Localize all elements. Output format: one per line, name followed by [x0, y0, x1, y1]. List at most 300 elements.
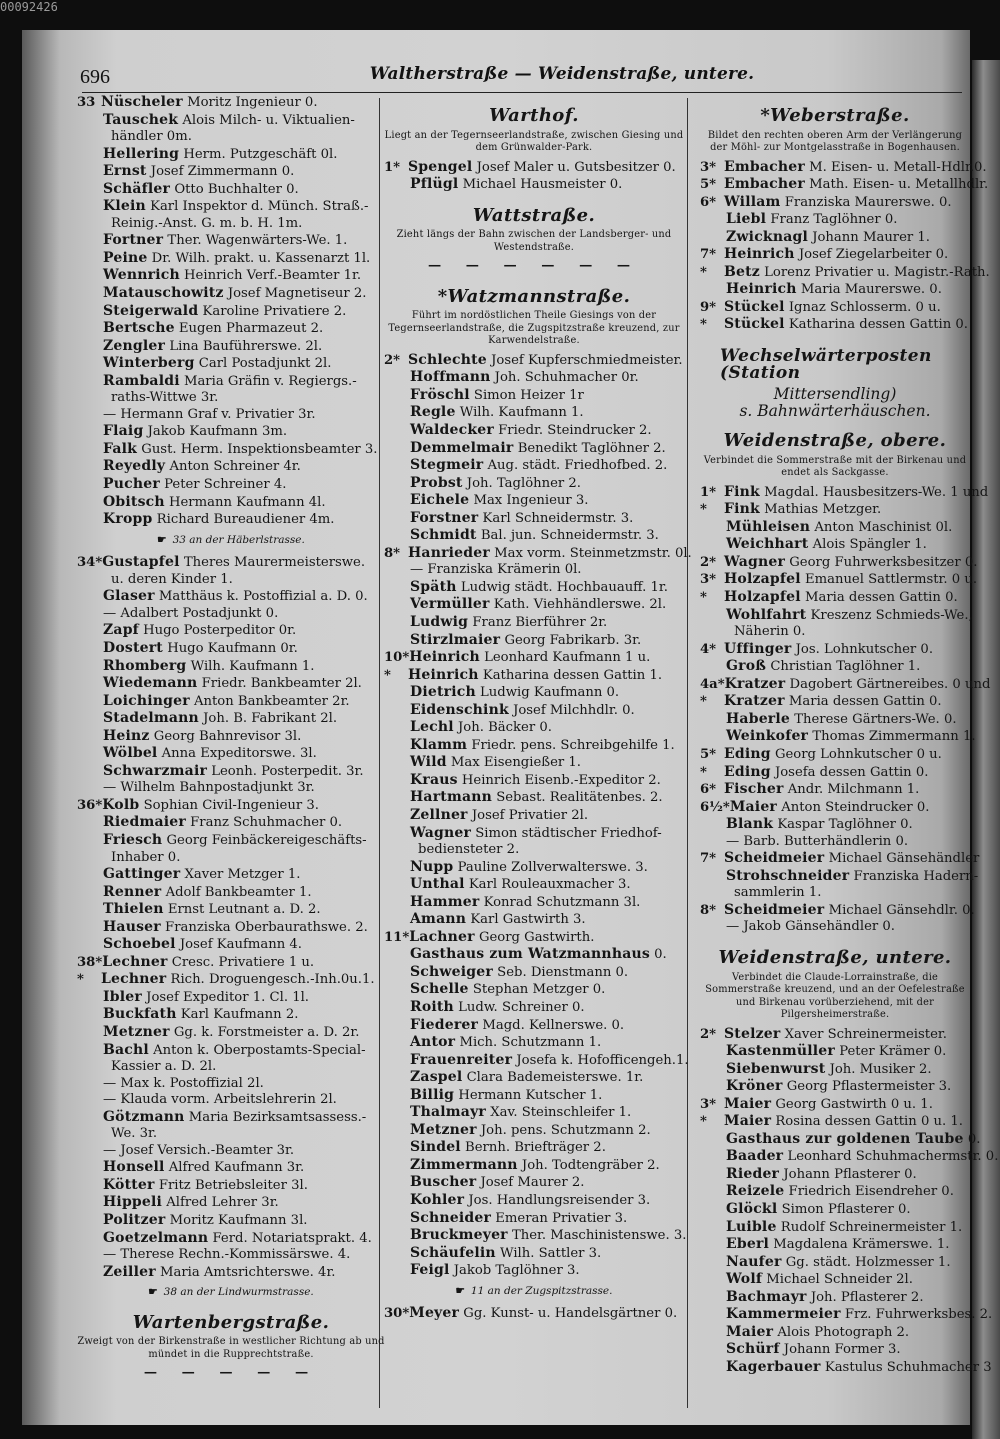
- resident-surname: Fortner: [103, 232, 164, 249]
- resident-surname: Hellering: [103, 145, 180, 162]
- directory-entry: [700, 501, 970, 519]
- resident-details: Moritz Ingenieur 0.: [187, 95, 318, 110]
- resident-details: Carl Postadjunkt 2l.: [198, 356, 332, 372]
- directory-entry: [77, 146, 385, 164]
- directory-entry: [384, 404, 684, 422]
- resident-surname: Lechner: [102, 953, 168, 970]
- directory-entry: [700, 728, 976, 746]
- resident-surname: Kötter: [103, 1176, 155, 1193]
- resident-surname: Maier: [724, 1095, 772, 1112]
- column-rule: [687, 98, 688, 1408]
- resident-surname: Zeiller: [103, 1263, 156, 1280]
- directory-entry: [700, 1254, 970, 1272]
- resident-details: Rich. Droguengesch.-Inh.0u.1.: [170, 972, 375, 988]
- no-residents-dashes: — — — — —: [143, 1365, 319, 1381]
- house-number: 30*: [384, 1306, 410, 1322]
- directory-entry: [77, 640, 385, 658]
- resident-details: Georg Lohnkutscher 0 u.: [774, 746, 942, 762]
- resident-details: Joh. Taglöhner 2.: [466, 475, 582, 491]
- resident-surname: Pucher: [103, 476, 160, 493]
- directory-entry: [700, 867, 979, 886]
- resident-surname: Pflügl: [410, 176, 459, 193]
- directory-entry: [700, 1130, 981, 1149]
- resident-surname: Groß: [726, 658, 767, 675]
- resident-surname: Heinrich: [408, 666, 479, 683]
- directory-entry: [77, 1143, 385, 1160]
- directory-entry: [77, 407, 385, 424]
- resident-details: Clara Bademeisterswe. 1r.: [466, 1070, 644, 1086]
- directory-entry: [77, 1042, 385, 1060]
- directory-entry: [384, 719, 684, 737]
- resident-details: Pauline Zollverwalterswe. 3.: [457, 859, 648, 875]
- resident-surname: Hauser: [103, 918, 161, 935]
- resident-details: Josefa dessen Gattin 0.: [774, 764, 929, 780]
- directory-entry: [700, 781, 970, 799]
- resident-details: Joh. pens. Schutzmann 2.: [480, 1122, 651, 1138]
- resident-details: — Franziska Krämerin 0l.: [410, 562, 582, 578]
- resident-surname: Frauenreiter: [410, 1051, 513, 1068]
- resident-details: Franziska Oberbaurathswe. 2.: [165, 919, 368, 935]
- directory-entry: [77, 267, 385, 285]
- resident-details: Ther. Maschinistenswe. 3.: [511, 1228, 687, 1244]
- directory-entry: [77, 441, 385, 459]
- resident-surname: Metzner: [410, 1121, 477, 1138]
- directory-entry: [77, 112, 385, 130]
- directory-entry: [384, 754, 684, 772]
- resident-details: 0.: [654, 947, 667, 963]
- resident-details: Hugo Kaufmann 0r.: [167, 640, 298, 656]
- cross-reference: [384, 1283, 684, 1300]
- entry-continuation: u. deren Kinder 1.: [111, 571, 233, 587]
- resident-surname: Fiederer: [410, 1016, 479, 1033]
- resident-details: Katharina dessen Gattin 1.: [482, 667, 663, 683]
- directory-entry: [77, 373, 385, 391]
- resident-details: Leonh. Posterpedit. 3r.: [211, 763, 364, 779]
- directory-entry: [384, 159, 684, 177]
- resident-details: Jakob Taglöhner 3.: [453, 1263, 580, 1279]
- resident-details: Maria Maurerswe. 0.: [800, 282, 942, 298]
- resident-surname: Willam: [724, 193, 781, 210]
- directory-entry: [700, 553, 978, 572]
- resident-details: Max vorm. Steinmetzmstr. 0l.: [494, 545, 692, 561]
- resident-details: Xaver Metzger 1.: [184, 867, 301, 883]
- resident-details: Sebast. Realitätenbes. 2.: [496, 790, 663, 806]
- resident-surname: Schelle: [410, 981, 469, 998]
- resident-details: Michael Gänsehändler: [828, 851, 980, 867]
- street-description: Führt im nordöstlichen Theile Giesings von der Tegernseerlandstraße, die Zugspitzstraße kreuzend, zur Karwendelstraße.: [388, 310, 680, 347]
- directory-entry: [700, 281, 970, 299]
- resident-surname: Heinrich: [726, 281, 797, 298]
- resident-details: Michael Gänsehdlr. 0.: [828, 902, 975, 918]
- street-description: Zieht längs der Bahn zwischen der Landsberger- und Westendstraße.: [396, 229, 672, 253]
- running-head: Waltherstraße — Weidenstraße, untere.: [369, 64, 755, 84]
- resident-surname: Schneider: [410, 1209, 492, 1226]
- resident-details: Josef Maler u. Gutsbesitzer 0.: [476, 159, 676, 175]
- street-description: Verbindet die Sommerstraße mit der Birkenau und endet als Sackgasse.: [703, 454, 967, 479]
- directory-entry: [77, 866, 385, 884]
- directory-entry: [384, 614, 684, 632]
- house-number: 3*: [700, 159, 717, 175]
- directory-entry: [77, 198, 385, 216]
- resident-details: Maria dessen Gattin 0.: [804, 590, 958, 606]
- directory-entry: [77, 320, 385, 338]
- directory-entry: [77, 494, 385, 512]
- resident-details: Gg. Kunst- u. Handelsgärtner 0.: [463, 1306, 678, 1322]
- directory-entry: [384, 1139, 684, 1157]
- directory-entry: [700, 246, 970, 264]
- resident-surname: Tauschek: [103, 111, 179, 128]
- directory-entry: [384, 1017, 684, 1035]
- directory-entry: [700, 1324, 970, 1342]
- resident-details: Josef Ziegelarbeiter 0.: [798, 247, 949, 263]
- directory-entry: [384, 929, 684, 947]
- resident-surname: Kastenmüller: [726, 1043, 835, 1060]
- resident-details: Karl Rouleauxmacher 3.: [468, 877, 631, 893]
- directory-entry: [700, 1078, 970, 1096]
- resident-details: Max Eisengießer 1.: [450, 755, 581, 771]
- resident-surname: Hoffmann: [410, 369, 491, 386]
- directory-entry: [700, 299, 970, 317]
- directory-entry: [384, 737, 684, 755]
- directory-entry: [700, 1113, 970, 1131]
- directory-entry: [700, 1183, 970, 1201]
- resident-surname: Nupp: [410, 858, 454, 875]
- directory-entry: [77, 814, 385, 832]
- resident-surname: Späth: [410, 578, 457, 595]
- resident-surname: Flaig: [103, 423, 144, 440]
- resident-details: Johann Maurer 1.: [812, 229, 930, 245]
- street-heading: Wartenbergstraße.: [132, 1311, 330, 1333]
- resident-details: Dr. Wilh. prakt. u. Kassenarzt 1l.: [151, 250, 371, 266]
- resident-details: Wilh. Kaufmann 1.: [459, 405, 584, 421]
- resident-details: Karl Inspektor d. Münch. Straß.-: [150, 199, 369, 215]
- street-heading: Wattstraße.: [472, 204, 596, 226]
- resident-details: Adolf Bankbeamter 1.: [165, 884, 312, 900]
- entry-continuation: händler 0m.: [111, 129, 192, 145]
- resident-details: Magd. Kellnerswe. 0.: [482, 1017, 625, 1033]
- directory-entry: [384, 1051, 689, 1070]
- resident-details: — Barb. Butterhändlerin 0.: [726, 833, 909, 849]
- street-heading: Weidenstraße, obere.: [723, 430, 947, 452]
- resident-surname: Fink: [724, 483, 760, 500]
- directory-entry: [77, 1159, 385, 1177]
- resident-surname: Bertsche: [103, 320, 175, 337]
- directory-entry: [700, 589, 970, 607]
- resident-details: Frz. Fuhrwerksbes. 2.: [844, 1307, 993, 1323]
- resident-surname: Friesch: [103, 831, 163, 848]
- directory-entry: [700, 606, 973, 625]
- directory-entry: [77, 588, 385, 606]
- directory-entry: [77, 1247, 385, 1264]
- house-number: 10*: [384, 650, 410, 666]
- directory-entry: [700, 571, 978, 589]
- resident-details: Katharina dessen Gattin 0.: [788, 317, 969, 333]
- resident-surname: Lachner: [409, 928, 475, 945]
- resident-surname: Heinrich: [724, 246, 795, 263]
- resident-details: Maria Gräfin v. Regiergs.-: [183, 373, 357, 389]
- cross-reference: [77, 1284, 385, 1301]
- resident-surname: Schwarzmair: [103, 762, 208, 779]
- resident-details: Lorenz Privatier u. Magistr.-Rath.: [764, 264, 990, 280]
- resident-details: Simon Pflasterer 0.: [781, 1201, 911, 1217]
- resident-surname: Hammer: [410, 893, 480, 910]
- resident-details: Alfred Lehrer 3r.: [166, 1195, 279, 1211]
- resident-surname: Winterberg: [103, 355, 195, 372]
- directory-entry: [384, 964, 684, 982]
- resident-details: Karl Schneidermstr. 3.: [482, 510, 634, 526]
- resident-surname: Embacher: [724, 158, 805, 175]
- resident-surname: Mühleisen: [726, 518, 811, 535]
- resident-surname: Bachl: [103, 1041, 149, 1058]
- resident-details: Jos. Handlungsreisender 3.: [468, 1193, 651, 1209]
- house-number: 7*: [700, 851, 717, 867]
- resident-details: Anton Schreiner 4r.: [169, 459, 301, 475]
- resident-details: Friedr. Bankbeamter 2l.: [201, 676, 362, 692]
- directory-entry: [77, 511, 385, 529]
- directory-entry: [700, 483, 989, 502]
- resident-surname: Stückel: [724, 316, 785, 333]
- resident-details: Max Ingenieur 3.: [473, 493, 589, 509]
- directory-entry: [700, 693, 970, 711]
- resident-surname: Stegmeir: [410, 457, 484, 474]
- resident-details: Georg Gastwirth.: [478, 929, 595, 945]
- resident-details: Michael Hausmeister 0.: [462, 177, 623, 193]
- column-2: [384, 94, 692, 1323]
- directory-entry: [700, 901, 975, 920]
- directory-entry: [700, 834, 970, 851]
- resident-surname: Hartmann: [410, 789, 492, 806]
- directory-entry: [700, 158, 987, 177]
- resident-details: Herm. Putzgeschäft 0l.: [183, 146, 338, 162]
- resident-surname: Glaser: [103, 588, 155, 605]
- resident-surname: Probst: [410, 474, 463, 491]
- resident-details: Wilh. Sattler 3.: [500, 1245, 602, 1261]
- resident-surname: Steigerwald: [103, 302, 199, 319]
- directory-entry: [77, 989, 385, 1007]
- directory-entry: [77, 1194, 385, 1212]
- resident-details: Moritz Kaufmann 3l.: [169, 1213, 308, 1228]
- resident-details: Alfred Kaufmann 3r.: [168, 1160, 305, 1176]
- directory-entry: [700, 1043, 970, 1061]
- resident-surname: Holzapfel: [724, 571, 801, 588]
- house-number: 6*: [700, 194, 717, 210]
- resident-details: Ignaz Schlosserm. 0 u.: [788, 299, 941, 315]
- resident-details: Josefa k. Hofofficengeh.1.: [516, 1052, 689, 1068]
- resident-surname: Gasthaus zum Watzmannhaus: [410, 946, 650, 963]
- no-residents-dashes: — — — — — —: [427, 258, 641, 274]
- street-heading: Weidenstraße, untere.: [718, 946, 952, 968]
- resident-details: Josef Zimmermann 0.: [150, 164, 295, 180]
- resident-details: Dagobert Gärtnereibes. 0 und: [789, 676, 991, 692]
- resident-surname: Stadelmann: [103, 710, 199, 727]
- directory-entry: [77, 901, 385, 919]
- resident-surname: Weichhart: [726, 536, 809, 553]
- directory-entry: [77, 728, 385, 746]
- house-number: *: [384, 667, 391, 683]
- directory-entry: [384, 859, 684, 877]
- resident-details: Christian Taglöhner 1.: [770, 659, 921, 675]
- directory-entry: [384, 1305, 684, 1323]
- resident-surname: Demmelmair: [410, 439, 514, 456]
- resident-details: Georg Feinbäckereigeschäfts-: [166, 832, 367, 848]
- resident-details: Thomas Zimmermann 1.: [812, 729, 976, 745]
- house-number: *: [700, 1114, 707, 1130]
- resident-surname: Kohler: [410, 1192, 465, 1209]
- directory-entry: [77, 1092, 385, 1109]
- resident-details: Andr. Milchmann 1.: [787, 782, 920, 798]
- house-number: 11*: [384, 929, 410, 945]
- house-number: 9*: [700, 299, 717, 315]
- resident-details: Hermann Kaufmann 4l.: [168, 494, 326, 510]
- entry-continuation: Inhaber 0.: [111, 849, 181, 865]
- resident-details: Franziska Maurerswe. 0.: [784, 194, 952, 210]
- directory-entry: [384, 1227, 687, 1245]
- resident-details: Simon städtischer Friedhof-: [475, 825, 662, 841]
- resident-details: 0.: [967, 1131, 981, 1147]
- resident-details: — Hermann Graf v. Privatier 3r.: [103, 406, 316, 422]
- directory-entry: [384, 1174, 684, 1192]
- resident-details: Xaver Schreinermeister.: [784, 1026, 947, 1042]
- resident-surname: Regle: [410, 404, 456, 421]
- directory-entry: [700, 1219, 970, 1237]
- resident-details: Matthäus k. Postoffizial a. D. 0.: [158, 589, 368, 605]
- directory-entry: [700, 1236, 970, 1254]
- resident-surname: Klein: [103, 198, 146, 215]
- resident-surname: Zwicknagl: [726, 228, 808, 245]
- resident-surname: Heinrich: [409, 649, 480, 666]
- directory-entry: [384, 999, 684, 1017]
- resident-surname: Wagner: [410, 824, 472, 841]
- resident-details: Michael Schneider 2l.: [766, 1272, 913, 1288]
- resident-details: Leonhard Kaufmann 1 u.: [484, 650, 651, 666]
- resident-details: Mathias Metzger.: [764, 502, 882, 518]
- resident-details: Josef Maurer 2.: [480, 1175, 585, 1191]
- directory-entry: [384, 981, 684, 999]
- column-3: [700, 94, 999, 1376]
- resident-details: Mich. Schutzmann 1.: [459, 1035, 602, 1051]
- directory-entry: [77, 1109, 385, 1127]
- cross-reference: [77, 532, 385, 549]
- resident-details: M. Eisen- u. Metall-Hdlr.0.: [809, 159, 987, 175]
- directory-entry: [384, 632, 684, 650]
- directory-entry: [77, 832, 385, 850]
- resident-surname: Loichinger: [103, 692, 190, 709]
- directory-entry: [77, 936, 385, 954]
- resident-surname: Eberl: [726, 1236, 770, 1253]
- resident-details: Josef Kupferschmiedmeister.: [491, 352, 683, 368]
- resident-details: Ludwig Kaufmann 0.: [480, 685, 620, 701]
- column-1: [77, 94, 385, 1386]
- resident-surname: Wiedemann: [103, 675, 198, 692]
- resident-surname: Uffinger: [724, 640, 792, 657]
- resident-surname: Kröner: [726, 1078, 783, 1095]
- resident-details: Alois Milch- u. Viktualien-: [182, 112, 355, 128]
- resident-surname: Lechner: [101, 971, 167, 988]
- resident-surname: Unthal: [410, 876, 465, 893]
- directory-entry: [384, 1122, 684, 1140]
- resident-surname: Spengel: [408, 158, 473, 175]
- resident-surname: Scheidmeier: [724, 850, 825, 867]
- resident-details: Josef Kaufmann 4.: [179, 937, 302, 953]
- resident-surname: Zimmermann: [410, 1156, 518, 1173]
- directory-entry: [384, 352, 684, 370]
- resident-details: Magdal. Hausbesitzers-We. 1 und: [764, 484, 989, 500]
- resident-details: Benedikt Taglöhner 2.: [517, 440, 666, 456]
- resident-details: Georg Fabrikarb. 3r.: [504, 632, 642, 648]
- resident-details: Hugo Posterpeditor 0r.: [143, 623, 297, 639]
- entry-continuation: Näherin 0.: [734, 624, 806, 640]
- resident-surname: Wennrich: [103, 267, 180, 284]
- resident-details: Johann Pflasterer 0.: [783, 1166, 917, 1182]
- resident-surname: Honsell: [103, 1159, 165, 1176]
- directory-entry: [384, 1210, 684, 1228]
- directory-entry: [384, 1157, 684, 1175]
- resident-details: Anna Expeditorswe. 3l.: [161, 746, 317, 762]
- resident-surname: Embacher: [724, 176, 805, 193]
- resident-details: — Therese Rechn.-Kommissärswe. 4.: [103, 1247, 351, 1263]
- resident-surname: Zaspel: [410, 1069, 463, 1086]
- directory-entry: [700, 1306, 993, 1324]
- house-number: 3*: [700, 572, 717, 588]
- entry-continuation: Reinig.-Anst. G. m. b. H. 1m.: [111, 215, 303, 231]
- resident-surname: Zapf: [103, 622, 139, 639]
- resident-surname: Kratzer: [724, 693, 785, 710]
- scan-id: 00092426: [0, 0, 58, 14]
- resident-surname: Peine: [103, 249, 148, 266]
- resident-details: Maria Bezirksamtsassess.-: [188, 1109, 367, 1125]
- entry-continuation: sammlerin 1.: [734, 885, 822, 901]
- house-number: 36*: [77, 797, 103, 813]
- house-number: 1*: [384, 159, 401, 175]
- resident-details: Peter Krämer 0.: [839, 1044, 947, 1060]
- resident-details: Joh. B. Fabrikant 2l.: [203, 711, 338, 727]
- resident-surname: Renner: [103, 883, 162, 900]
- directory-page: [22, 30, 999, 1425]
- resident-surname: Waldecker: [410, 421, 494, 438]
- resident-surname: Eidenschink: [410, 701, 509, 718]
- street-heading: Warthof.: [489, 105, 579, 126]
- house-number: 8*: [700, 902, 717, 918]
- directory-entry: [77, 884, 385, 902]
- directory-entry: [384, 440, 684, 458]
- resident-surname: Feigl: [410, 1262, 450, 1279]
- directory-entry: [700, 176, 989, 194]
- directory-entry: [77, 1212, 385, 1230]
- directory-entry: [700, 746, 970, 764]
- resident-details: Otto Buchhalter 0.: [174, 181, 299, 197]
- directory-entry: [384, 596, 684, 614]
- resident-details: Karl Kaufmann 2.: [180, 1007, 299, 1023]
- resident-surname: Ibler: [103, 988, 142, 1005]
- street-description: Verbindet die Claude-Lorrainstraße, die Sommerstraße kreuzend, und an der Oefelestraße und Birkenau vorüberziehend, mit der Pilgersheimerstraße.: [705, 971, 965, 1021]
- street-heading: Wechselwärterposten (Station: [720, 346, 932, 383]
- resident-surname: Bruckmeyer: [410, 1227, 508, 1244]
- resident-surname: Fischer: [724, 781, 784, 798]
- resident-surname: Eding: [724, 745, 771, 762]
- directory-entry: [384, 1192, 684, 1210]
- directory-entry: [384, 876, 684, 894]
- resident-surname: Schäufelin: [410, 1244, 496, 1261]
- resident-details: Peter Schreiner 4.: [164, 477, 287, 493]
- resident-surname: Blank: [726, 816, 774, 833]
- resident-details: Ludwig städt. Hochbauauff. 1r.: [460, 579, 668, 595]
- house-number: 4*: [700, 641, 717, 657]
- house-number: *: [700, 264, 707, 280]
- directory-entry: [384, 457, 684, 475]
- directory-entry: [77, 250, 385, 268]
- resident-details: Georg Fuhrwerksbesitzer 0.: [789, 554, 978, 570]
- resident-details: Joh. Bäcker 0.: [457, 720, 552, 736]
